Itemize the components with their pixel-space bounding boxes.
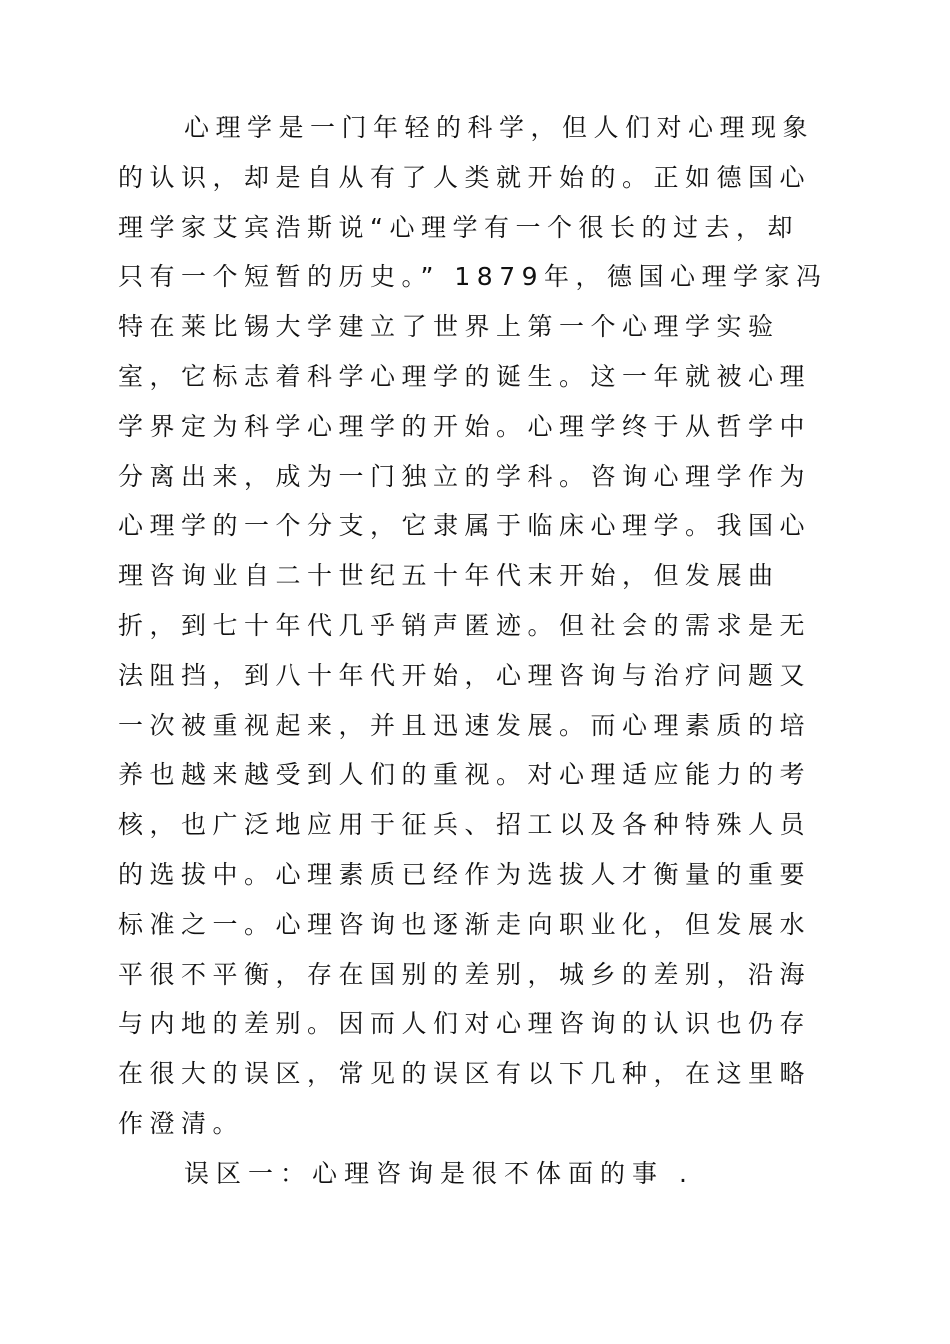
paragraph-line: 作澄清。 — [118, 1108, 245, 1138]
paragraph-line: 折，到七十年代几乎销声匿迹。但社会的需求是无 — [118, 610, 812, 640]
paragraph-line: 只有一个短暂的历史。” 1879年，德国心理学家冯 — [118, 262, 828, 292]
paragraph-line: 与内地的差别。因而人们对心理咨询的认识也仍存 — [118, 1009, 812, 1039]
paragraph-line: 心理学的一个分支，它隶属于临床心理学。我国心 — [118, 511, 812, 541]
paragraph-line: 理咨询业自二十世纪五十年代末开始，但发展曲 — [118, 561, 780, 591]
paragraph-line: 标准之一。心理咨询也逐渐走向职业化，但发展水 — [118, 909, 812, 939]
paragraph-line: 养也越来越受到人们的重视。对心理适应能力的考 — [118, 760, 812, 790]
paragraph-line: 理学家艾宾浩斯说“心理学有一个很长的过去，却 — [118, 212, 799, 242]
paragraph-line: 的认识，却是自从有了人类就开始的。正如德国心 — [118, 162, 812, 192]
paragraph-line: 一次被重视起来，并且迅速发展。而心理素质的培 — [118, 710, 812, 740]
paragraph-line: 法阻挡，到八十年代开始，心理咨询与治疗问题又 — [118, 660, 812, 690]
paragraph-line: 分离出来，成为一门独立的学科。咨询心理学作为 — [118, 461, 812, 491]
paragraph-line: 特在莱比锡大学建立了世界上第一个心理学实验 — [118, 312, 780, 342]
body-text — [118, 103, 838, 1199]
paragraph-line: 室，它标志着科学心理学的诞生。这一年就被心理 — [118, 361, 812, 391]
paragraph-line: 平很不平衡，存在国别的差别，城乡的差别，沿海 — [118, 959, 812, 989]
paragraph-line: 的选拔中。心理素质已经作为选拔人才衡量的重要 — [118, 859, 812, 889]
paragraph-line: 在很大的误区，常见的误区有以下几种，在这里略 — [118, 1059, 812, 1089]
paragraph-line: 学界定为科学心理学的开始。心理学终于从哲学中 — [118, 411, 812, 441]
paragraph-line: 核，也广泛地应用于征兵、招工以及各种特殊人员 — [118, 810, 812, 840]
paragraph-line: 心理学是一门年轻的科学，但人们对心理现象 — [184, 113, 815, 142]
section-heading: 误区一：心理咨询是很不体面的事 . — [184, 1158, 694, 1188]
